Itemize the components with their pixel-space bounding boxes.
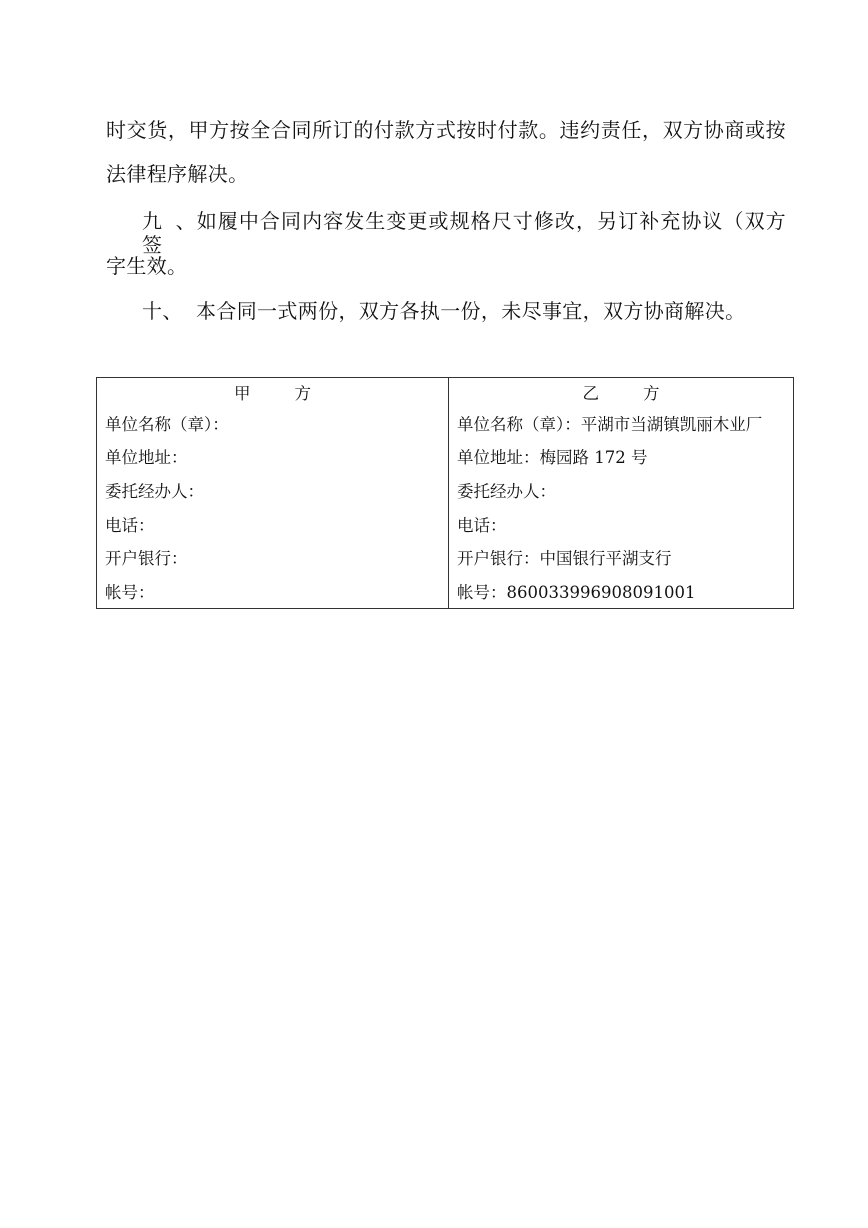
clause-10-text: 本合同一式两份，双方各执一份，未尽事宜，双方协商解决。 <box>196 299 746 323</box>
party-a-account: 帐号： <box>97 574 449 608</box>
party-a-agent: 委托经办人： <box>97 473 449 507</box>
party-b-account: 帐号：860033996908091001 <box>449 574 794 608</box>
clause-9-line-2: 字生效。 <box>106 254 188 278</box>
table-row <box>97 507 794 541</box>
table-row <box>97 473 794 507</box>
table-row <box>97 406 794 440</box>
clause-9-number: 九、 <box>142 209 196 233</box>
party-a-bank: 开户银行： <box>97 540 449 574</box>
clause-9-line-1 <box>142 209 786 257</box>
party-b-unit-name: 单位名称（章）：平湖市当湖镇凯丽木业厂 <box>449 406 794 440</box>
party-a-address: 单位地址： <box>97 440 449 474</box>
party-a-heading: 甲 方 <box>97 378 449 407</box>
clause-9-text: 如履中合同内容发生变更或规格尺寸修改，另订补充协议（双方签 <box>142 209 786 257</box>
table-row <box>97 540 794 574</box>
table-row <box>97 574 794 608</box>
table-row <box>97 440 794 474</box>
table-header-row <box>97 378 794 407</box>
paragraph-continued-line-1: 时交货，甲方按全合同所订的付款方式按时付款。违约责任，双方协商或按 <box>106 118 786 142</box>
party-b-phone: 电话： <box>449 507 794 541</box>
party-a-unit-name: 单位名称（章）： <box>97 406 449 440</box>
party-info-table <box>96 377 794 609</box>
paragraph-continued-line-2: 法律程序解决。 <box>106 162 249 186</box>
clause-10-number: 十、 <box>142 299 183 323</box>
party-b-address: 单位地址：梅园路 172 号 <box>449 440 794 474</box>
party-b-heading: 乙 方 <box>449 378 794 407</box>
clause-10-line-1 <box>142 299 745 323</box>
party-a-phone: 电话： <box>97 507 449 541</box>
party-b-bank: 开户银行：中国银行平湖支行 <box>449 540 794 574</box>
party-b-agent: 委托经办人： <box>449 473 794 507</box>
